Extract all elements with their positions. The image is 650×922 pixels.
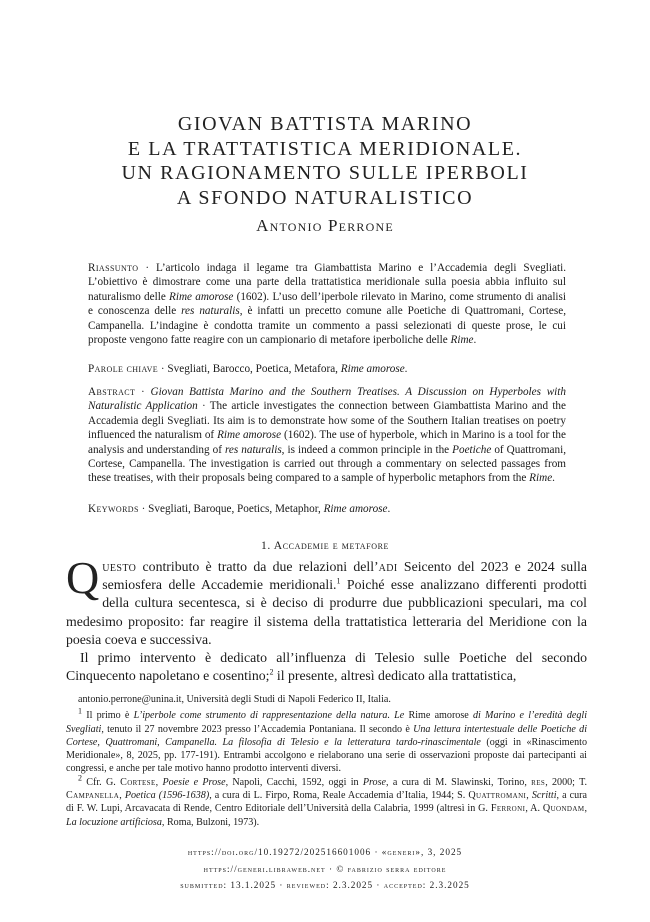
fn2-quattromani: Quattromani [468,790,527,802]
fn2-e: Prose [362,776,387,788]
fn2-quondam: Quondam [542,803,585,815]
footnote-2 [66,773,588,829]
p2-text-b: il presente, altresì dedicato alla trattatistica, [273,668,517,684]
section-heading: 1. Accademie e metafore [260,539,390,552]
keywords-block [88,502,566,516]
page-footer [0,844,650,894]
first-word-rest: uesto [102,559,137,574]
fn2-g: , 2000; T. [545,776,588,788]
fn1-e: , tenuto il 27 novembre 2023 presso l’Accademia Pontaniana. Il secondo è [101,723,414,735]
abstract-label: Abstract [88,386,136,398]
parole-chiave-text: Svegliati, Barocco, Poetica, Metafora, [167,363,341,375]
fn1-g: (oggi in «Rinascimento Meridionale», 8, 2025, pp. 177-191). Entrambi accolgono e rielaborano una serie di osservazioni proposte dai partecipanti ai congressi, e anche per tale motivo hanno prodotto interventi diversi. [66,736,587,775]
fn2-m: , a cura di F. W. Lupi, Arcavacata di Rende, Centro Editoriale dell’Università della Calabria, 1999 (altresì in G. [66,790,588,815]
footnotes [66,693,587,829]
p1-text-c: Poiché esse analizzano differenti prodotti della cultura secentesca, si è deciso di produrre due pubblicazioni speculari, ma col medesimo proposito: far reagire il sistema della trattatistica letteraria del Meridione con la poesia coeva e successiva. [66,577,587,647]
keywords-sep: · [138,503,149,515]
footer-dates: submitted: 13.1.2025 · reviewed: 2.3.2025 · accepted: 2.3.2025 [180,880,470,890]
abstract-sep-2: · [197,400,210,413]
abstract-text-3: , is indeed a common principle in the [281,443,453,456]
fn2-c: Poesie e Prose [162,776,226,788]
keywords-end: . [387,503,391,515]
riassunto-text-2: (1602). L’uso dell’iperbole rilevato in Marino, come strumento di analisi e conoscenza delle [88,290,567,318]
abstract-text-5: . [552,472,555,485]
abstract-res: res naturalis [224,443,282,456]
riassunto-rime: Rime amorose [169,290,234,303]
riassunto-sep: · [138,262,157,274]
fn2-k: , [526,790,532,802]
author-name: Antonio Perrone [256,216,394,235]
body-paragraph-2 [66,649,587,685]
author-affiliation: antonio.perrone@unina.it, Università degli Studi di Napoli Federico II, Italia. [78,694,391,705]
keywords-rime: Rime amorose [323,503,388,515]
body-text [66,552,587,685]
parole-chiave-rime: Rime amorose [340,363,405,375]
title-line-4: A SFONDO NATURALISTICO [176,186,474,209]
title-line-1: GIOVAN BATTISTA MARINO [177,113,473,135]
fn2-ferroni: Ferroni [490,803,526,815]
abstract-poetiche: Poetiche [452,443,492,456]
parole-chiave-end: . [404,363,408,375]
footnote-2-number: 2 [78,773,82,783]
parole-chiave-block [88,362,566,376]
fn2-campanella: Campanella [66,790,120,802]
abstract-block [88,385,566,486]
footer-doi[interactable]: https://doi.org/10.19272/202516601006 · «generi», 3, 2025 [187,847,463,857]
riassunto-rime-2: Rime [450,334,474,347]
fn1-a: Il primo è [82,710,134,722]
fn2-cortese: Cortese [120,776,156,788]
fn2-o: , [584,803,587,815]
fn2-i: Poetica (1596-1638) [124,790,210,802]
fn2-n: , A. [525,803,543,815]
abstract-sep: · [135,386,151,398]
fn2-a: Cfr. G. [82,776,121,788]
fn1-b: L’iperbole come strumento di rappresentazione della natura. Le [133,710,405,722]
abstract-rime-2: Rime [529,472,553,485]
title-line-2: E LA TRATTATISTICA MERIDIONALE. [127,137,523,160]
footer-website[interactable]: https://generi.libraweb.net · © fabrizio serra editore [203,863,447,874]
fn1-c: Rime amorose [404,710,473,722]
keywords-label: Keywords [88,503,139,515]
article-title [0,112,650,210]
fn2-l: Scritti [531,790,557,802]
fn1-d: di Marino e l’eredità degli Svegliati [66,710,588,735]
fn2-f: , a cura di M. Slawinski, Torino, [386,776,532,788]
footnote-1 [66,706,588,775]
abstract-text-2: (1602). The use of hyperbole, which in Marino is a tool for the analysis and understanding of [88,429,566,456]
footnote-1-number: 1 [78,706,82,716]
keywords-text: Svegliati, Baroque, Poetics, Metaphor, [148,503,324,515]
fn1-f: Una lettura intertestuale delle Poetiche di Cortese, Quattromani, Campanella. La filosofia di Telesio e la letteratura tardo-rinascimentale [66,723,588,748]
abstract-rime: Rime amorose [217,429,282,442]
abstract-title: Giovan Battista Marino and the Southern Treatises. A Discussion on Hyperboles with Naturalistic Application [88,386,566,413]
p1-text-a: contributo è tratto da due relazioni dell’ [136,559,379,574]
riassunto-res: res naturalis [181,305,240,318]
riassunto-text-4: . [473,334,477,347]
fn2-j: , a cura di L. Firpo, Roma, Reale Accademia d’Italia, 1944; S. [209,790,469,802]
footnote-ref-2[interactable]: 2 [269,667,274,677]
p2-text-a: Il primo intervento è dedicato all’influenza di Telesio sulle Poetiche del secondo Cinquecento napoletano e cosentino; [66,650,587,684]
abstract-text-4: of Quattromani, Cortese, Campanella. The investigation is carried out through a commentary on selected passages from these treatises, with their proposals being compared to a sample of hyperbolic metaphors from the [88,443,566,485]
body-paragraph-1 [66,552,587,649]
riassunto-block [88,261,566,347]
fn2-h: , [119,790,125,802]
parole-chiave-label: Parole chiave [88,363,159,375]
p1-text-b: Seicento del 2023 e 2024 sulla semiosfera delle Accademie meridionali. [102,559,587,593]
drop-cap: Q [66,552,100,603]
fn2-q: , Roma, Bulzoni, 1973). [161,816,260,828]
footnote-ref-1[interactable]: 1 [336,576,341,586]
adi-abbrev: adi [378,559,398,574]
riassunto-label: Riassunto [88,262,139,274]
riassunto-text-3: , è infatti un precetto comune alle Poetiche di Quattromani, Cortese, Campanella. L’indagine è condotta tramite un commento a passi selezionati di queste prose, le cui proposte vengono fatte reagire con un campionario di metafore iperboliche delle [88,305,567,347]
fn2-b: , [155,776,163,788]
title-line-3: UN RAGIONAMENTO SULLE IPERBOLI [121,162,529,184]
fn2-res: res [531,776,546,788]
riassunto-text-1: L’articolo indaga il legame tra Giambattista Marino e l’Accademia degli Svegliati. L’obiettivo è dimostrare come una parte della trattatistica meridionale sulla poesia abbia influito sul naturalismo delle [88,262,566,303]
parole-chiave-sep: · [158,363,168,375]
abstract-text-1: The article investigates the connection between Giambattista Marino and the Accademia degli Svegliati. Its aim is to demonstrate how some of the Southern Italian treatises on poetry influenced the naturalism of [88,400,566,442]
fn2-p: La locuzione artificiosa [66,816,162,828]
fn2-d: , Napoli, Cacchi, 1592, oggi in [225,776,363,788]
